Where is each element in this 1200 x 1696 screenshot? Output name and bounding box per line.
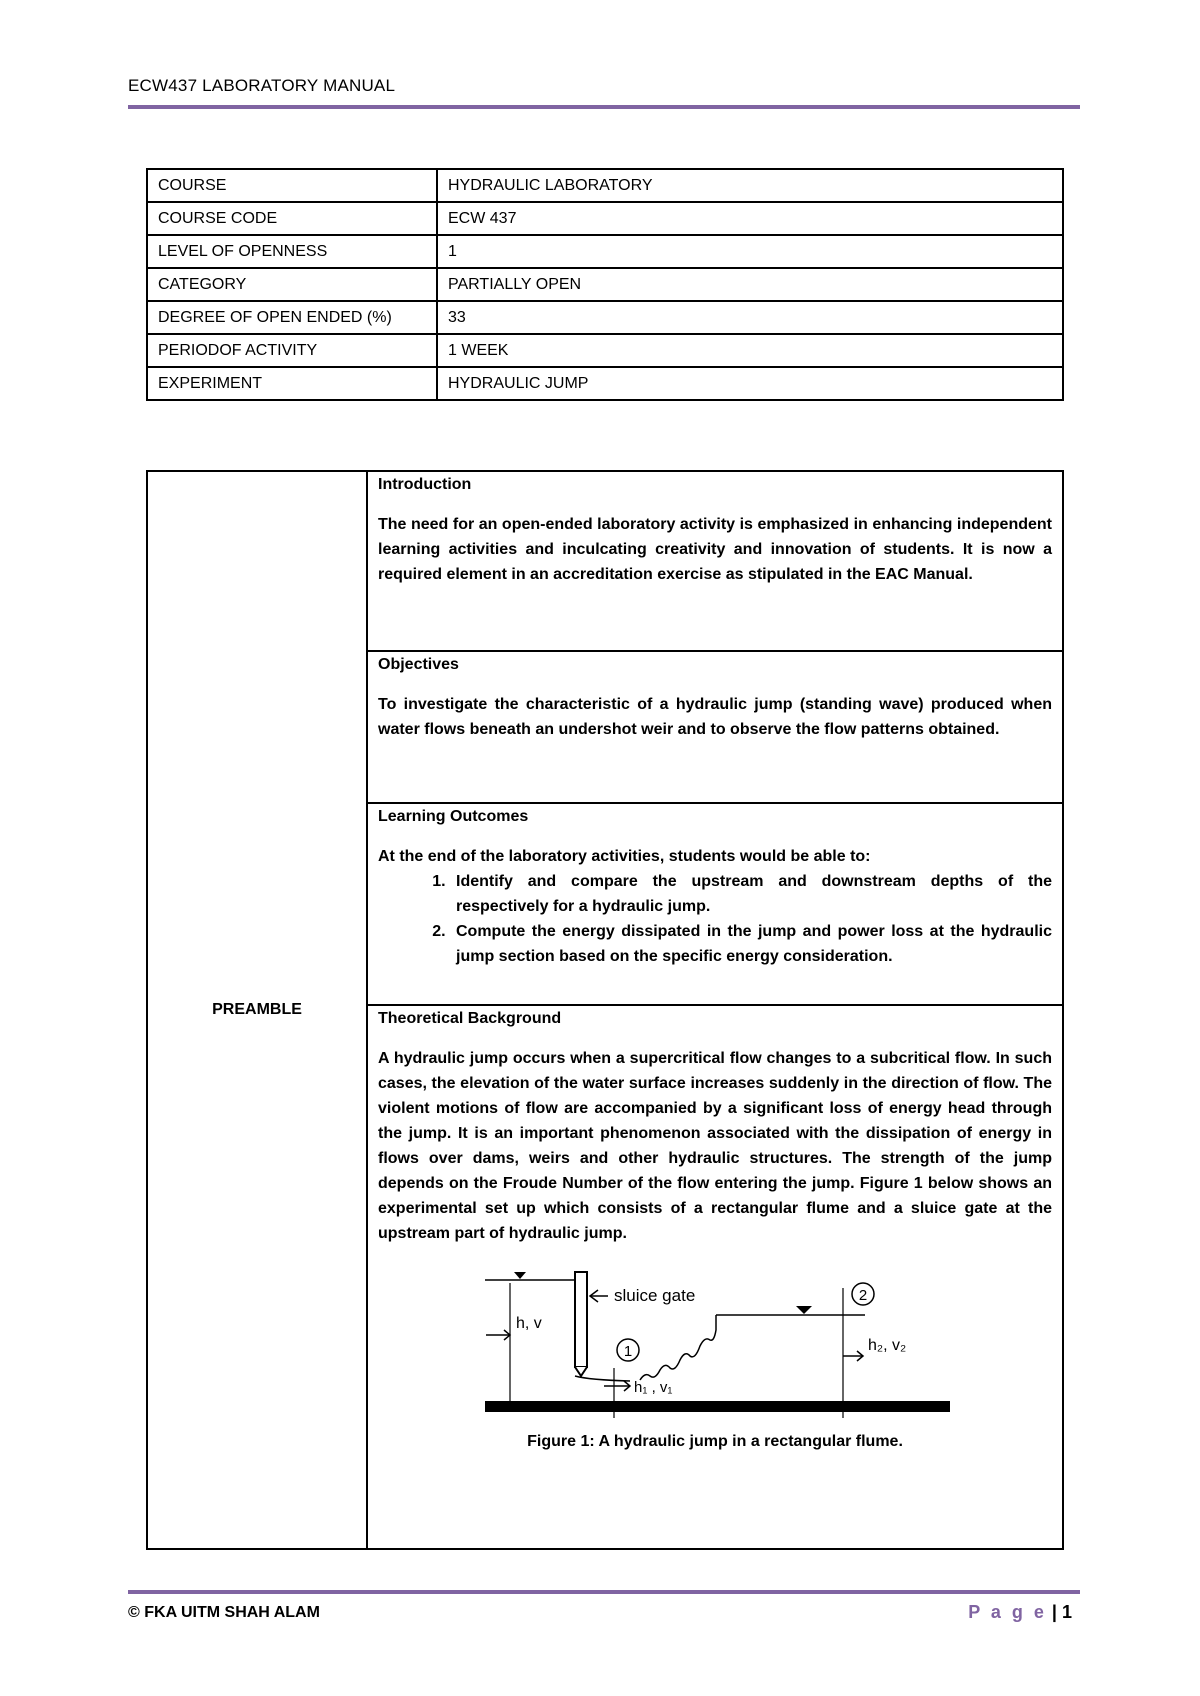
- jump-surface: [640, 1315, 716, 1380]
- section-2-number: 2: [858, 1287, 868, 1304]
- table-row: [147, 268, 1063, 301]
- objectives-section: [367, 651, 1063, 803]
- page-word: P a g e: [968, 1602, 1047, 1622]
- introduction-text: The need for an open-ended laboratory activity is emphasized in enhancing independent learning activities and inculcating creativity and innovation of students. It is now a required element in an accreditation exercise as stipulated in the EAC Manual.: [378, 516, 1052, 583]
- info-key: EXPERIMENT: [147, 367, 437, 400]
- downstream-water-level-marker-icon: [796, 1306, 812, 1314]
- table-row: [147, 235, 1063, 268]
- hv-label: h, v: [516, 1315, 542, 1332]
- info-value: PARTIALLY OPEN: [437, 268, 1063, 301]
- course-info-table: [146, 168, 1064, 401]
- info-value: 33: [437, 301, 1063, 334]
- preamble-label: PREAMBLE: [147, 471, 367, 1549]
- figure-1: [378, 1268, 1052, 1451]
- theoretical-background-text: A hydraulic jump occurs when a supercritical flow changes to a subcritical flow. In such cases, the elevation of the water surface increases suddenly in the direction of flow. The violent motions of flow are accompanied by a significant loss of energy head through the jump. It is an important phenomenon associated with the dissipation of energy in flows over dams, weirs and other hydraulic structures. The strength of the jump depends on the Froude Number of the flow entering the jump. Figure 1 below shows an experimental set up which consists of a rectangular flume and a sluice gate at the upstream part of hydraulic jump.: [378, 1050, 1052, 1242]
- table-row: [147, 169, 1063, 202]
- learning-outcomes-intro: At the end of the laboratory activities, students would be able to:: [378, 848, 871, 865]
- water-level-marker-icon: [514, 1272, 526, 1279]
- preamble-table: [146, 470, 1064, 1550]
- table-row: [147, 301, 1063, 334]
- figure-caption: Figure 1: A hydraulic jump in a rectangular flume.: [527, 1433, 903, 1450]
- supercritical-flow-line: [575, 1376, 630, 1381]
- manual-header-title: ECW437 LABORATORY MANUAL: [128, 76, 396, 95]
- learning-outcomes-section: [367, 803, 1063, 1005]
- list-item: 1. Identify and compare the upstream and downstream depths of the respectively for a hydraulic jump.: [450, 869, 1052, 919]
- sluice-gate-label: sluice gate: [614, 1286, 696, 1305]
- page-separator: |: [1051, 1602, 1057, 1622]
- info-value: 1 WEEK: [437, 334, 1063, 367]
- section-1-number: 1: [623, 1343, 633, 1360]
- hydraulic-jump-diagram: [480, 1268, 950, 1418]
- info-key: CATEGORY: [147, 268, 437, 301]
- table-row: [147, 202, 1063, 235]
- info-value: ECW 437: [437, 202, 1063, 235]
- info-value: HYDRAULIC LABORATORY: [437, 169, 1063, 202]
- introduction-title: Introduction: [378, 476, 472, 493]
- info-key: DEGREE OF OPEN ENDED (%): [147, 301, 437, 334]
- theoretical-background-section: [367, 1005, 1063, 1549]
- info-value: 1: [437, 235, 1063, 268]
- info-key: COURSE CODE: [147, 202, 437, 235]
- info-key: LEVEL OF OPENNESS: [147, 235, 437, 268]
- objectives-title: Objectives: [378, 656, 459, 673]
- h2v2-label: h₂, v₂: [868, 1337, 907, 1354]
- footer-divider: [128, 1590, 1080, 1594]
- header-divider: [128, 105, 1080, 109]
- learning-outcomes-title: Learning Outcomes: [378, 808, 529, 825]
- page-number-block: [968, 1602, 1072, 1623]
- sluice-gate: [575, 1272, 587, 1367]
- theoretical-background-title: Theoretical Background: [378, 1010, 562, 1027]
- table-row: [147, 334, 1063, 367]
- list-item: 2. Compute the energy dissipated in the jump and power loss at the hydraulic jump section based on the specific energy consideration.: [450, 919, 1052, 969]
- page-number: 1: [1061, 1602, 1072, 1622]
- info-key: PERIODOF ACTIVITY: [147, 334, 437, 367]
- table-row: [147, 367, 1063, 400]
- objectives-text: To investigate the characteristic of a hydraulic jump (standing wave) produced when water flows beneath an undershot weir and to observe the flow patterns obtained.: [378, 696, 1052, 738]
- info-value: HYDRAULIC JUMP: [437, 367, 1063, 400]
- introduction-section: [367, 471, 1063, 651]
- sluice-gate-tip: [575, 1367, 587, 1376]
- info-key: COURSE: [147, 169, 437, 202]
- footer-copyright: © FKA UITM SHAH ALAM: [128, 1604, 320, 1621]
- learning-outcomes-list: [378, 869, 1052, 969]
- flume-bed: [485, 1401, 950, 1412]
- h1v1-label: h₁ , v₁: [634, 1379, 673, 1396]
